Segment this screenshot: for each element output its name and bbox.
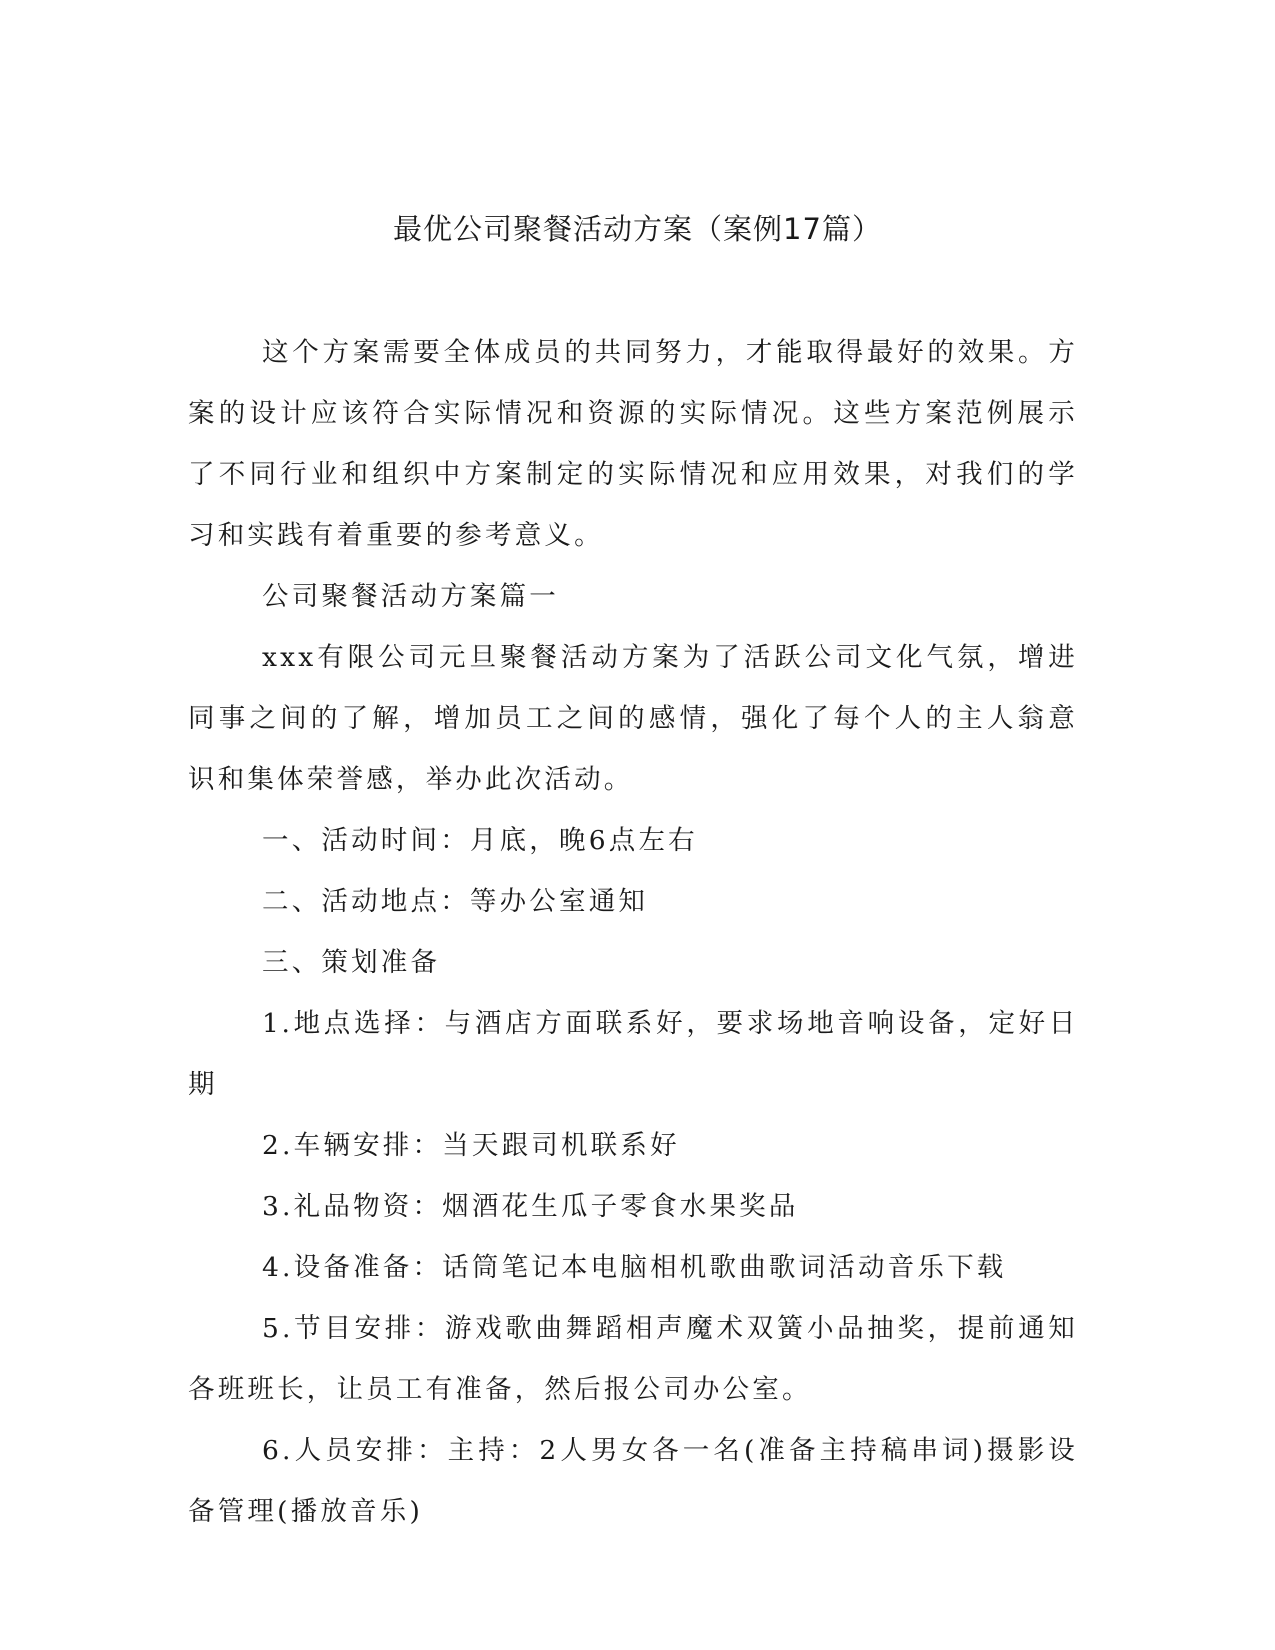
item-staff-arrangement: 6.人员安排：主持：2人男女各一名(准备主持稿串词)摄影设备管理(播放音乐) bbox=[188, 1435, 1078, 1527]
section-heading: 公司聚餐活动方案篇一 bbox=[262, 581, 559, 612]
item-activity-location: 二、活动地点：等办公室通知 bbox=[262, 886, 649, 917]
item-equipment-prep: 4.设备准备：话筒笔记本电脑相机歌曲歌词活动音乐下载 bbox=[262, 1252, 1007, 1283]
item-planning-prep: 三、策划准备 bbox=[262, 947, 441, 978]
item-vehicle-arrangement: 2.车辆安排：当天跟司机联系好 bbox=[262, 1130, 680, 1161]
item-venue-selection: 1.地点选择：与酒店方面联系好，要求场地音响设备，定好日期 bbox=[188, 1008, 1078, 1100]
item-program-arrangement: 5.节目安排：游戏歌曲舞蹈相声魔术双簧小品抽奖，提前通知各班班长，让员工有准备，然后报公司办公室。 bbox=[188, 1313, 1078, 1405]
document-body bbox=[188, 322, 1078, 1542]
paragraph-plan-intro: xxx有限公司元旦聚餐活动方案为了活跃公司文化气氛，增进同事之间的了解，增加员工之间的感情，强化了每个人的主人翁意识和集体荣誉感，举办此次活动。 bbox=[188, 642, 1078, 795]
item-activity-time: 一、活动时间：月底，晚6点左右 bbox=[262, 825, 698, 856]
document-title: 最优公司聚餐活动方案（案例17篇） bbox=[393, 212, 882, 246]
item-gift-supplies: 3.礼品物资：烟酒花生瓜子零食水果奖品 bbox=[262, 1191, 799, 1222]
paragraph-intro: 这个方案需要全体成员的共同努力，才能取得最好的效果。方案的设计应该符合实际情况和资源的实际情况。这些方案范例展示了不同行业和组织中方案制定的实际情况和应用效果，对我们的学习和实践有着重要的参考意义。 bbox=[188, 337, 1078, 551]
